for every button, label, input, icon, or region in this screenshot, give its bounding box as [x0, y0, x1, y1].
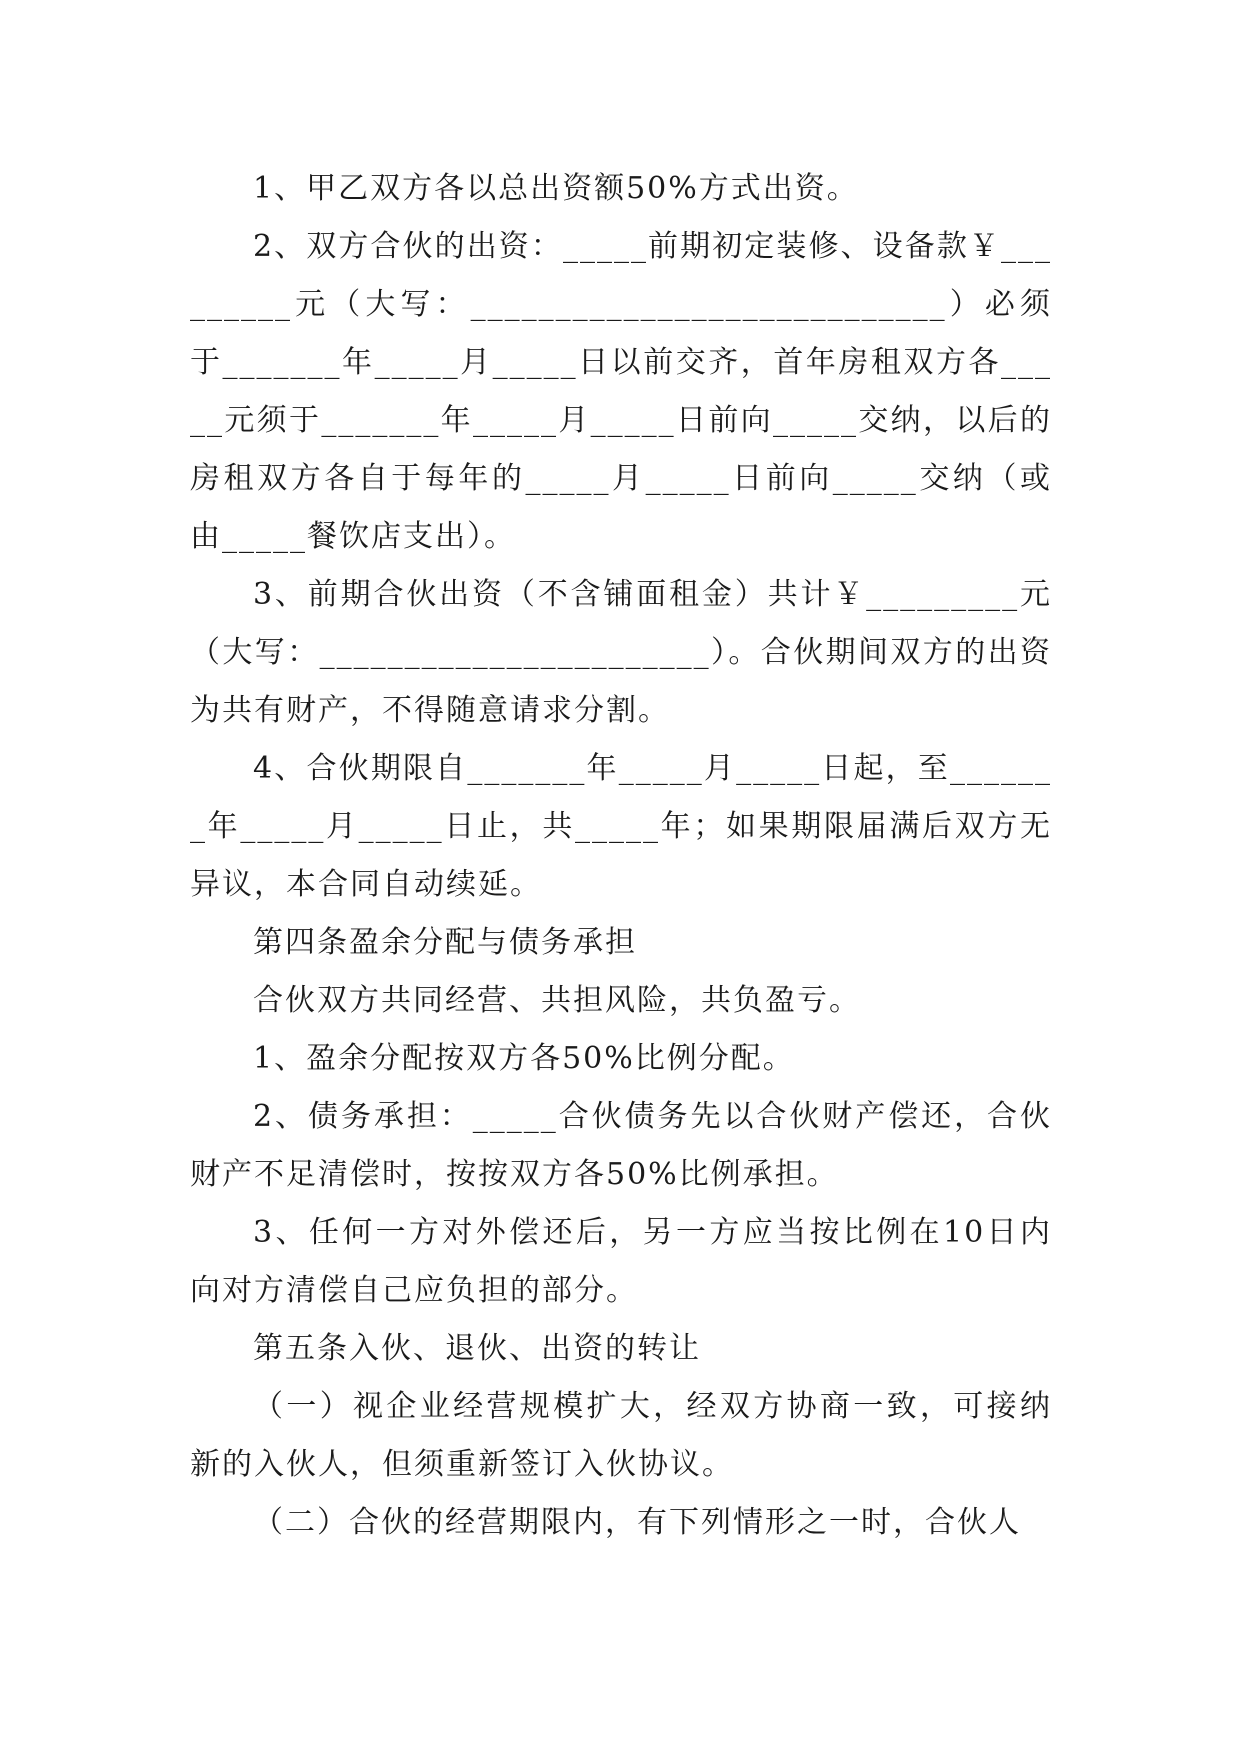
paragraph-shared-risk: 合伙双方共同经营、共担风险，共负盈亏。 [253, 983, 861, 1018]
article-5-heading: 第五条入伙、退伙、出资的转让 [253, 1331, 701, 1366]
paragraph-contribution-ratio: 1、甲乙双方各以总出资额50%方式出资。 [253, 171, 859, 206]
paragraph-withdrawal: （二）合伙的经营期限内，有下列情形之一时，合伙人 [253, 1505, 1021, 1540]
document-body [190, 160, 1052, 1552]
paragraph-profit-distribution: 1、盈余分配按双方各50%比例分配。 [253, 1041, 795, 1076]
paragraph-partnership-term: 4、合伙期限自_______年_____月_____日起，至_______年_____月_____日止，共_____年；如果期限届满后双方无异议，本合同自动续延。 [190, 751, 1052, 902]
paragraph-contribution-details: 2、双方合伙的出资：_____前期初定装修、设备款￥_________元（大写：____________________________）必须于_______年_____月_____日以前交齐，首年房租双方各_____元须于_______年_____月_____日前向_____交纳，以后的房租双方各自于每年的_____月_____日前向_____交纳（或由_____餐饮店支出）。 [190, 229, 1052, 554]
paragraph-new-partner: （一）视企业经营规模扩大，经双方协商一致，可接纳新的入伙人，但须重新签订入伙协议。 [190, 1389, 1052, 1482]
paragraph-initial-contribution: 3、前期合伙出资（不含铺面租金）共计￥_________元（大写：_______________________）。合伙期间双方的出资为共有财产，不得随意请求分割。 [190, 577, 1052, 728]
paragraph-debt-bearing: 2、债务承担：_____合伙债务先以合伙财产偿还，合伙财产不足清偿时，按按双方各50%比例承担。 [190, 1099, 1052, 1192]
paragraph-repayment: 3、任何一方对外偿还后，另一方应当按比例在10日内向对方清偿自己应负担的部分。 [190, 1215, 1052, 1308]
article-4-heading: 第四条盈余分配与债务承担 [253, 925, 637, 960]
